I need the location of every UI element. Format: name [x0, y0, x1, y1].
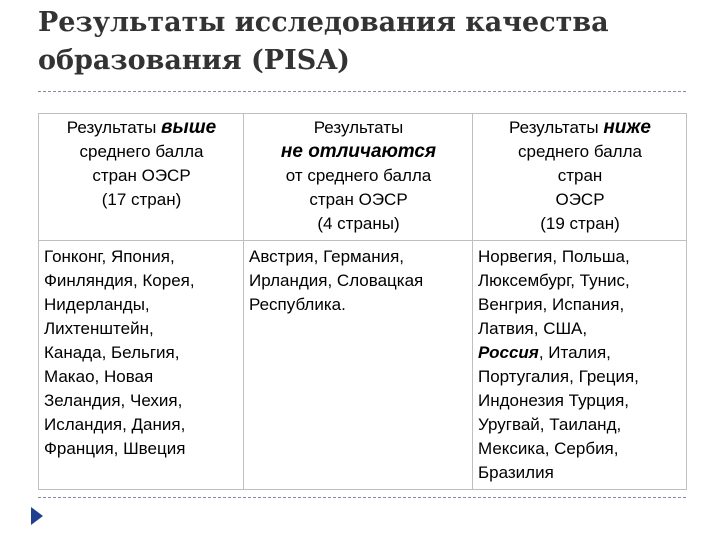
countries-below-average: Норвегия, Польша, Люксембург, Тунис, Венгрия, Испания, Латвия, США, Россия, Италия, Португалия, Греция, Индонезия Турция, Уругвай, Таиланд, Мексика, Сербия, Бразилия: [473, 241, 687, 490]
countries-same-as-average: Австрия, Германия, Ирландия, Словацкая Республика.: [244, 241, 473, 490]
next-slide-arrow-icon[interactable]: [31, 507, 43, 525]
bottom-divider: [38, 497, 686, 498]
header-above-average: Результаты выше среднего балла стран ОЭСР (17 стран): [39, 114, 244, 241]
top-divider: [38, 91, 686, 92]
header-below-average: Результаты ниже среднего балла стран ОЭСР (19 стран): [473, 114, 687, 241]
pisa-results-table: [38, 113, 687, 490]
countries-above-average: Гонконг, Япония, Финляндия, Корея, Нидерланды, Лихтенштейн, Канада, Бельгия, Макао, Новая Зеландия, Чехия, Исландия, Дания, Франция, Швеция: [39, 241, 244, 490]
header-same-as-average: Результаты не отличаются от среднего балла стран ОЭСР (4 страны): [244, 114, 473, 241]
header-same-emphasis: не отличаются: [280, 141, 437, 162]
header-above-emphasis: выше: [161, 117, 217, 138]
title-line-1: Результаты исследования качества: [38, 7, 609, 38]
russia-highlight: Россия: [478, 343, 539, 362]
page-title: [38, 4, 698, 80]
header-below-emphasis: ниже: [603, 117, 651, 138]
table-header-row: [39, 114, 687, 241]
title-line-2: образования (PISA): [38, 45, 350, 76]
table-body-row: [39, 241, 687, 490]
